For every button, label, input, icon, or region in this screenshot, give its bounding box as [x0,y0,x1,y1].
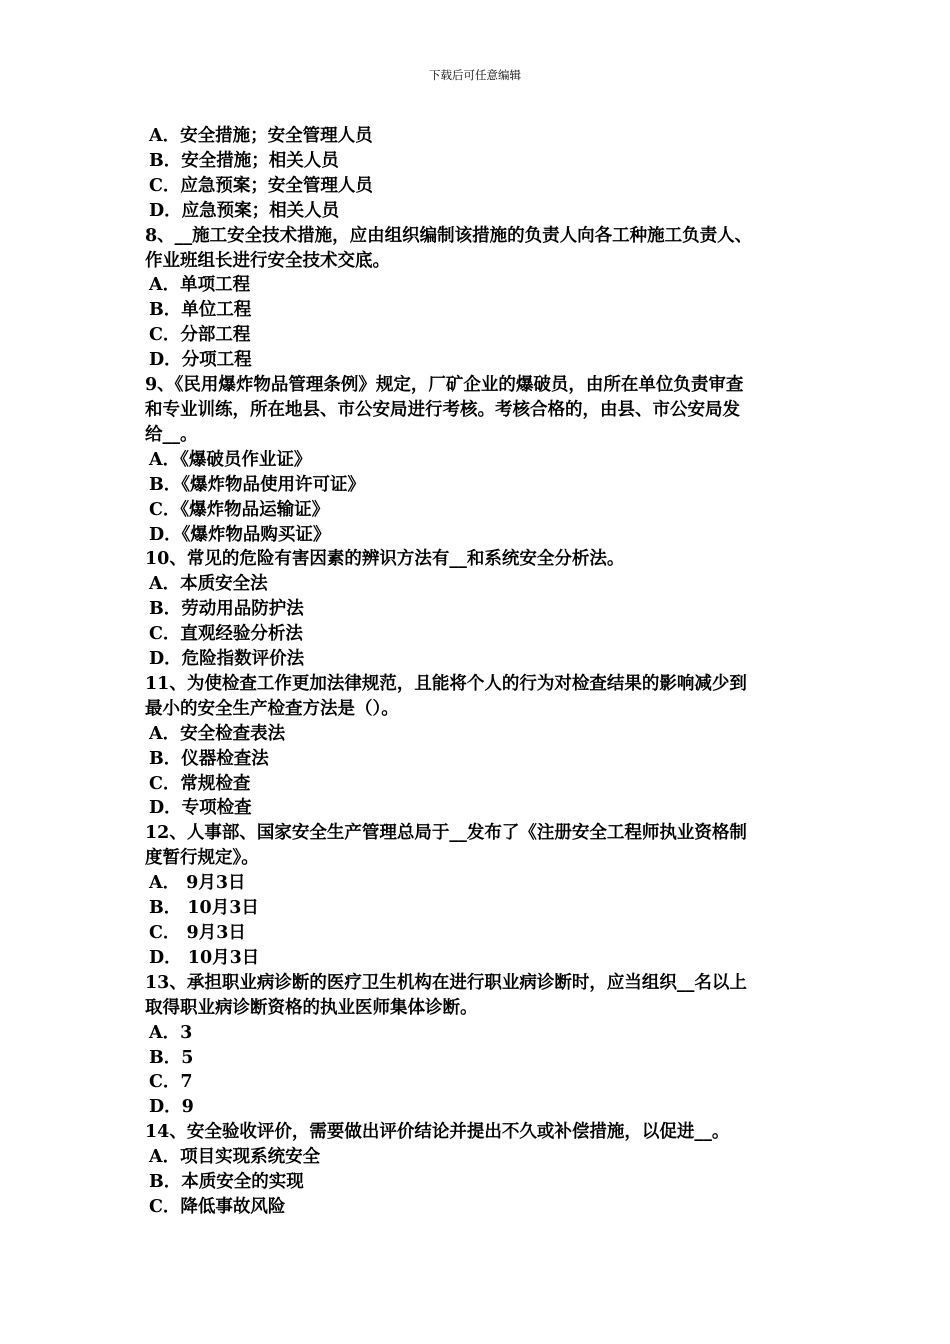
answer-option: D．分项工程 [149,350,252,371]
question-text: 给__。 [145,424,198,445]
answer-option: D． 10月3日 [149,947,260,968]
answer-option: B．单位工程 [149,300,252,321]
answer-option: A．安全措施；安全管理人员 [149,126,373,146]
answer-option: A．《爆破员作业证》 [149,449,312,470]
question-text: 作业班组长进行安全技术交底。 [145,250,390,271]
answer-option: C．直观经验分析法 [149,624,303,645]
answer-option: A．单项工程 [149,275,251,296]
question-text: 取得职业病诊断资格的执业医师集体诊断。 [145,997,478,1018]
question-text: 10、常见的危险有害因素的辨识方法有__和系统安全分析法。 [145,549,625,570]
answer-option: C．降低事故风险 [149,1196,286,1217]
answer-option: B．《爆炸物品使用许可证》 [149,474,366,495]
answer-option: B．劳动用品防护法 [149,599,304,620]
answer-option: C．分部工程 [149,325,251,346]
question-text: 12、人事部、国家安全生产管理总局于__发布了《注册安全工程师执业资格制 [145,823,747,844]
answer-option: B．5 [149,1047,194,1068]
question-text: 9、《民用爆炸物品管理条例》规定，厂矿企业的爆破员，由所在单位负责审查 [145,375,744,396]
answer-option: A．本质安全法 [149,574,268,595]
answer-option: D．专项检查 [149,798,252,819]
page-header: 下载后可任意编辑 [429,68,521,82]
answer-option: D．9 [149,1097,194,1118]
answer-option: D．应急预案；相关人员 [149,200,340,221]
question-text: 11、为使检查工作更加法律规范，且能将个人的行为对检查结果的影响减少到 [145,673,747,694]
answer-option: B． 10月3日 [149,898,259,919]
answer-option: C．《爆炸物品运输证》 [149,499,330,520]
answer-option: C． 9月3日 [149,923,246,943]
answer-option: D．危险指数评价法 [149,649,305,670]
question-text: 14、安全验收评价，需要做出评价结论并提出不久或补偿措施，以促进__。 [145,1122,730,1143]
question-text: 13、承担职业病诊断的医疗卫生机构在进行职业病诊断时，应当组织__名以上 [145,972,747,993]
answer-option: A．3 [149,1022,193,1043]
answer-option: B．本质安全的实现 [149,1172,304,1193]
question-text: 度暂行规定》。 [145,848,259,869]
question-text: 8、__施工安全技术措施，应由组织编制该措施的负责人向各工种施工负责人、 [145,225,753,246]
answer-option: A． 9月3日 [149,873,246,894]
answer-option: C．7 [149,1072,193,1093]
document-body [145,124,810,1220]
question-text: 和专业训练，所在地县、市公安局进行考核。考核合格的，由县、市公安局发 [145,399,740,420]
answer-option: A．项目实现系统安全 [149,1147,321,1168]
question-text: 最小的安全生产检查方法是（）。 [145,698,399,719]
answer-option: D．《爆炸物品购买证》 [149,524,331,545]
answer-option: C．常规检查 [149,773,251,794]
answer-option: C．应急预案；安全管理人员 [149,175,373,196]
answer-option: B．仪器检查法 [149,748,269,769]
answer-option: A．安全检查表法 [149,723,286,744]
answer-option: B．安全措施；相关人员 [149,150,339,171]
